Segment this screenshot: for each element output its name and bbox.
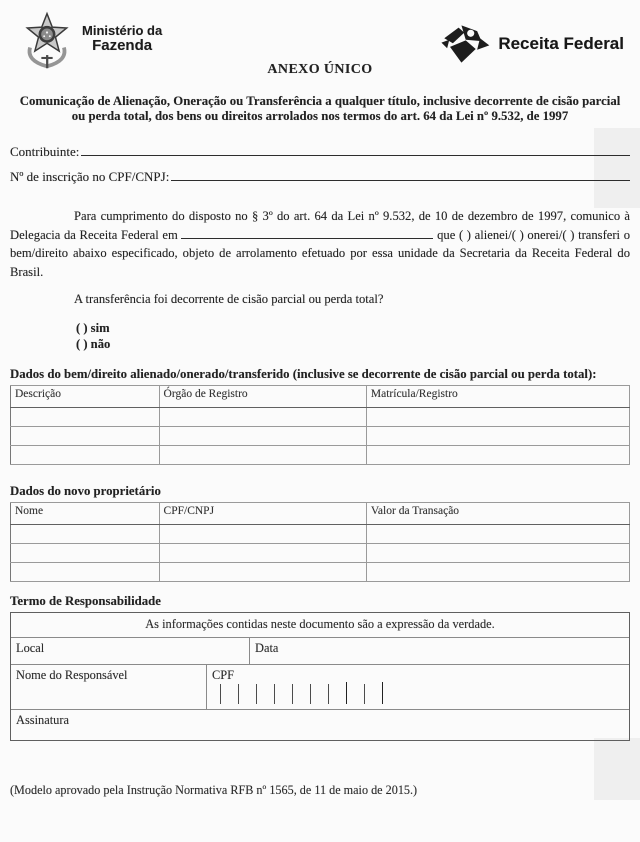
owner-table-header-row: [11, 503, 630, 525]
table-cell[interactable]: [366, 544, 629, 563]
inscricao-input-line[interactable]: [171, 167, 630, 181]
table-cell[interactable]: [11, 544, 160, 563]
asset-col-orgao: Órgão de Registro: [159, 386, 366, 408]
form-title: ANEXO ÚNICO: [267, 62, 373, 77]
table-cell[interactable]: [159, 427, 366, 446]
agency-name: Receita Federal: [498, 34, 624, 53]
asset-table-header-row: [11, 386, 630, 408]
cisao-question: A transferência foi decorrente de cisão parcial ou perda total?: [74, 292, 384, 306]
table-row: [11, 525, 630, 544]
table-row: [11, 563, 630, 582]
brazil-coat-of-arms-icon: [22, 8, 72, 72]
assinatura-field[interactable]: Assinatura: [16, 713, 69, 727]
table-row: [11, 446, 630, 465]
asset-table: [10, 385, 630, 465]
owner-section-heading: Dados do novo proprietário: [10, 484, 161, 498]
owner-col-nome: Nome: [11, 503, 160, 525]
termo-local-data-row: [11, 637, 629, 664]
ministry-line1: Ministério da: [82, 23, 163, 38]
table-cell[interactable]: [159, 525, 366, 544]
table-cell[interactable]: [159, 563, 366, 582]
delegacia-input-line[interactable]: [181, 227, 433, 239]
asset-section-heading: Dados do bem/direito alienado/onerado/transferido (inclusive se decorrente de cisão parcial ou perda total):: [10, 367, 597, 381]
termo-section-heading: Termo de Responsabilidade: [10, 594, 161, 608]
form-subtitle: Comunicação de Alienação, Oneração ou Transferência a qualquer título, inclusive decorrente de cisão parcial ou perda total, dos bens ou direitos arrolados nos termos do art. 64 da Lei nº 9.532, de 1997: [19, 94, 621, 123]
contribuinte-label: Contribuinte:: [10, 144, 80, 159]
receita-federal-icon: [438, 24, 492, 64]
footer-note: (Modelo aprovado pela Instrução Normativa RFB nº 1565, de 11 de maio de 2015.): [10, 783, 418, 797]
table-cell[interactable]: [11, 446, 160, 465]
table-cell[interactable]: [366, 525, 629, 544]
data-field[interactable]: Data: [255, 641, 279, 655]
table-cell[interactable]: [159, 408, 366, 427]
owner-col-valor: Valor da Transação: [366, 503, 629, 525]
cpf-field[interactable]: [207, 665, 629, 709]
table-row: [11, 544, 630, 563]
table-cell[interactable]: [366, 563, 629, 582]
inscricao-field: [10, 167, 630, 183]
header: [10, 0, 630, 60]
owner-col-cpfcnpj: CPF/CNPJ: [159, 503, 366, 525]
paragraph-text-before: Para cumprimento do disposto no § 3º do art. 64 da Lei nº 9.532, de 10 de dezembro de 1997, comunico à Delegacia da Receita Federal em: [10, 209, 630, 242]
contribuinte-field: [10, 142, 630, 158]
local-field[interactable]: Local: [11, 638, 250, 664]
ministry-name: [82, 24, 162, 54]
table-cell[interactable]: [366, 408, 629, 427]
owner-table: [10, 502, 630, 582]
nome-responsavel-field[interactable]: Nome do Responsável: [11, 665, 207, 709]
table-cell[interactable]: [366, 446, 629, 465]
termo-statement-row: [11, 613, 629, 637]
table-cell[interactable]: [159, 544, 366, 563]
cpf-digit-boxes[interactable]: [220, 684, 400, 704]
table-cell[interactable]: [11, 525, 160, 544]
table-cell[interactable]: [366, 427, 629, 446]
ministry-line2: Fazenda: [92, 37, 153, 54]
termo-nome-cpf-row: [11, 664, 629, 709]
table-row: [11, 408, 630, 427]
table-row: [11, 427, 630, 446]
table-cell[interactable]: [11, 408, 160, 427]
table-cell[interactable]: [11, 563, 160, 582]
cisao-options: [76, 320, 630, 352]
option-sim[interactable]: ( ) sim: [76, 321, 110, 335]
declaration-paragraph: [10, 207, 630, 281]
termo-table: [10, 612, 630, 741]
termo-assinatura-row: [11, 709, 629, 740]
contribuinte-input-line[interactable]: [81, 142, 630, 156]
option-nao[interactable]: ( ) não: [76, 337, 111, 351]
table-cell[interactable]: [11, 427, 160, 446]
cpf-label: CPF: [212, 668, 235, 682]
termo-statement: As informações contidas neste documento são a expressão da verdade.: [145, 617, 495, 631]
receita-federal-logo: [438, 24, 624, 64]
asset-col-descricao: Descrição: [11, 386, 160, 408]
paragraph-text-after: que ( ) alienei/( ) onerei/( ) transferi o bem/direito abaixo especificado, objeto de arrolamento efetuado por essa unidade da Secretaria da Receita Federal do Brasil.: [10, 227, 630, 279]
ministry-logo: [22, 8, 162, 72]
table-cell[interactable]: [159, 446, 366, 465]
asset-col-matricula: Matrícula/Registro: [366, 386, 629, 408]
inscricao-label: Nº de inscrição no CPF/CNPJ:: [10, 169, 170, 184]
